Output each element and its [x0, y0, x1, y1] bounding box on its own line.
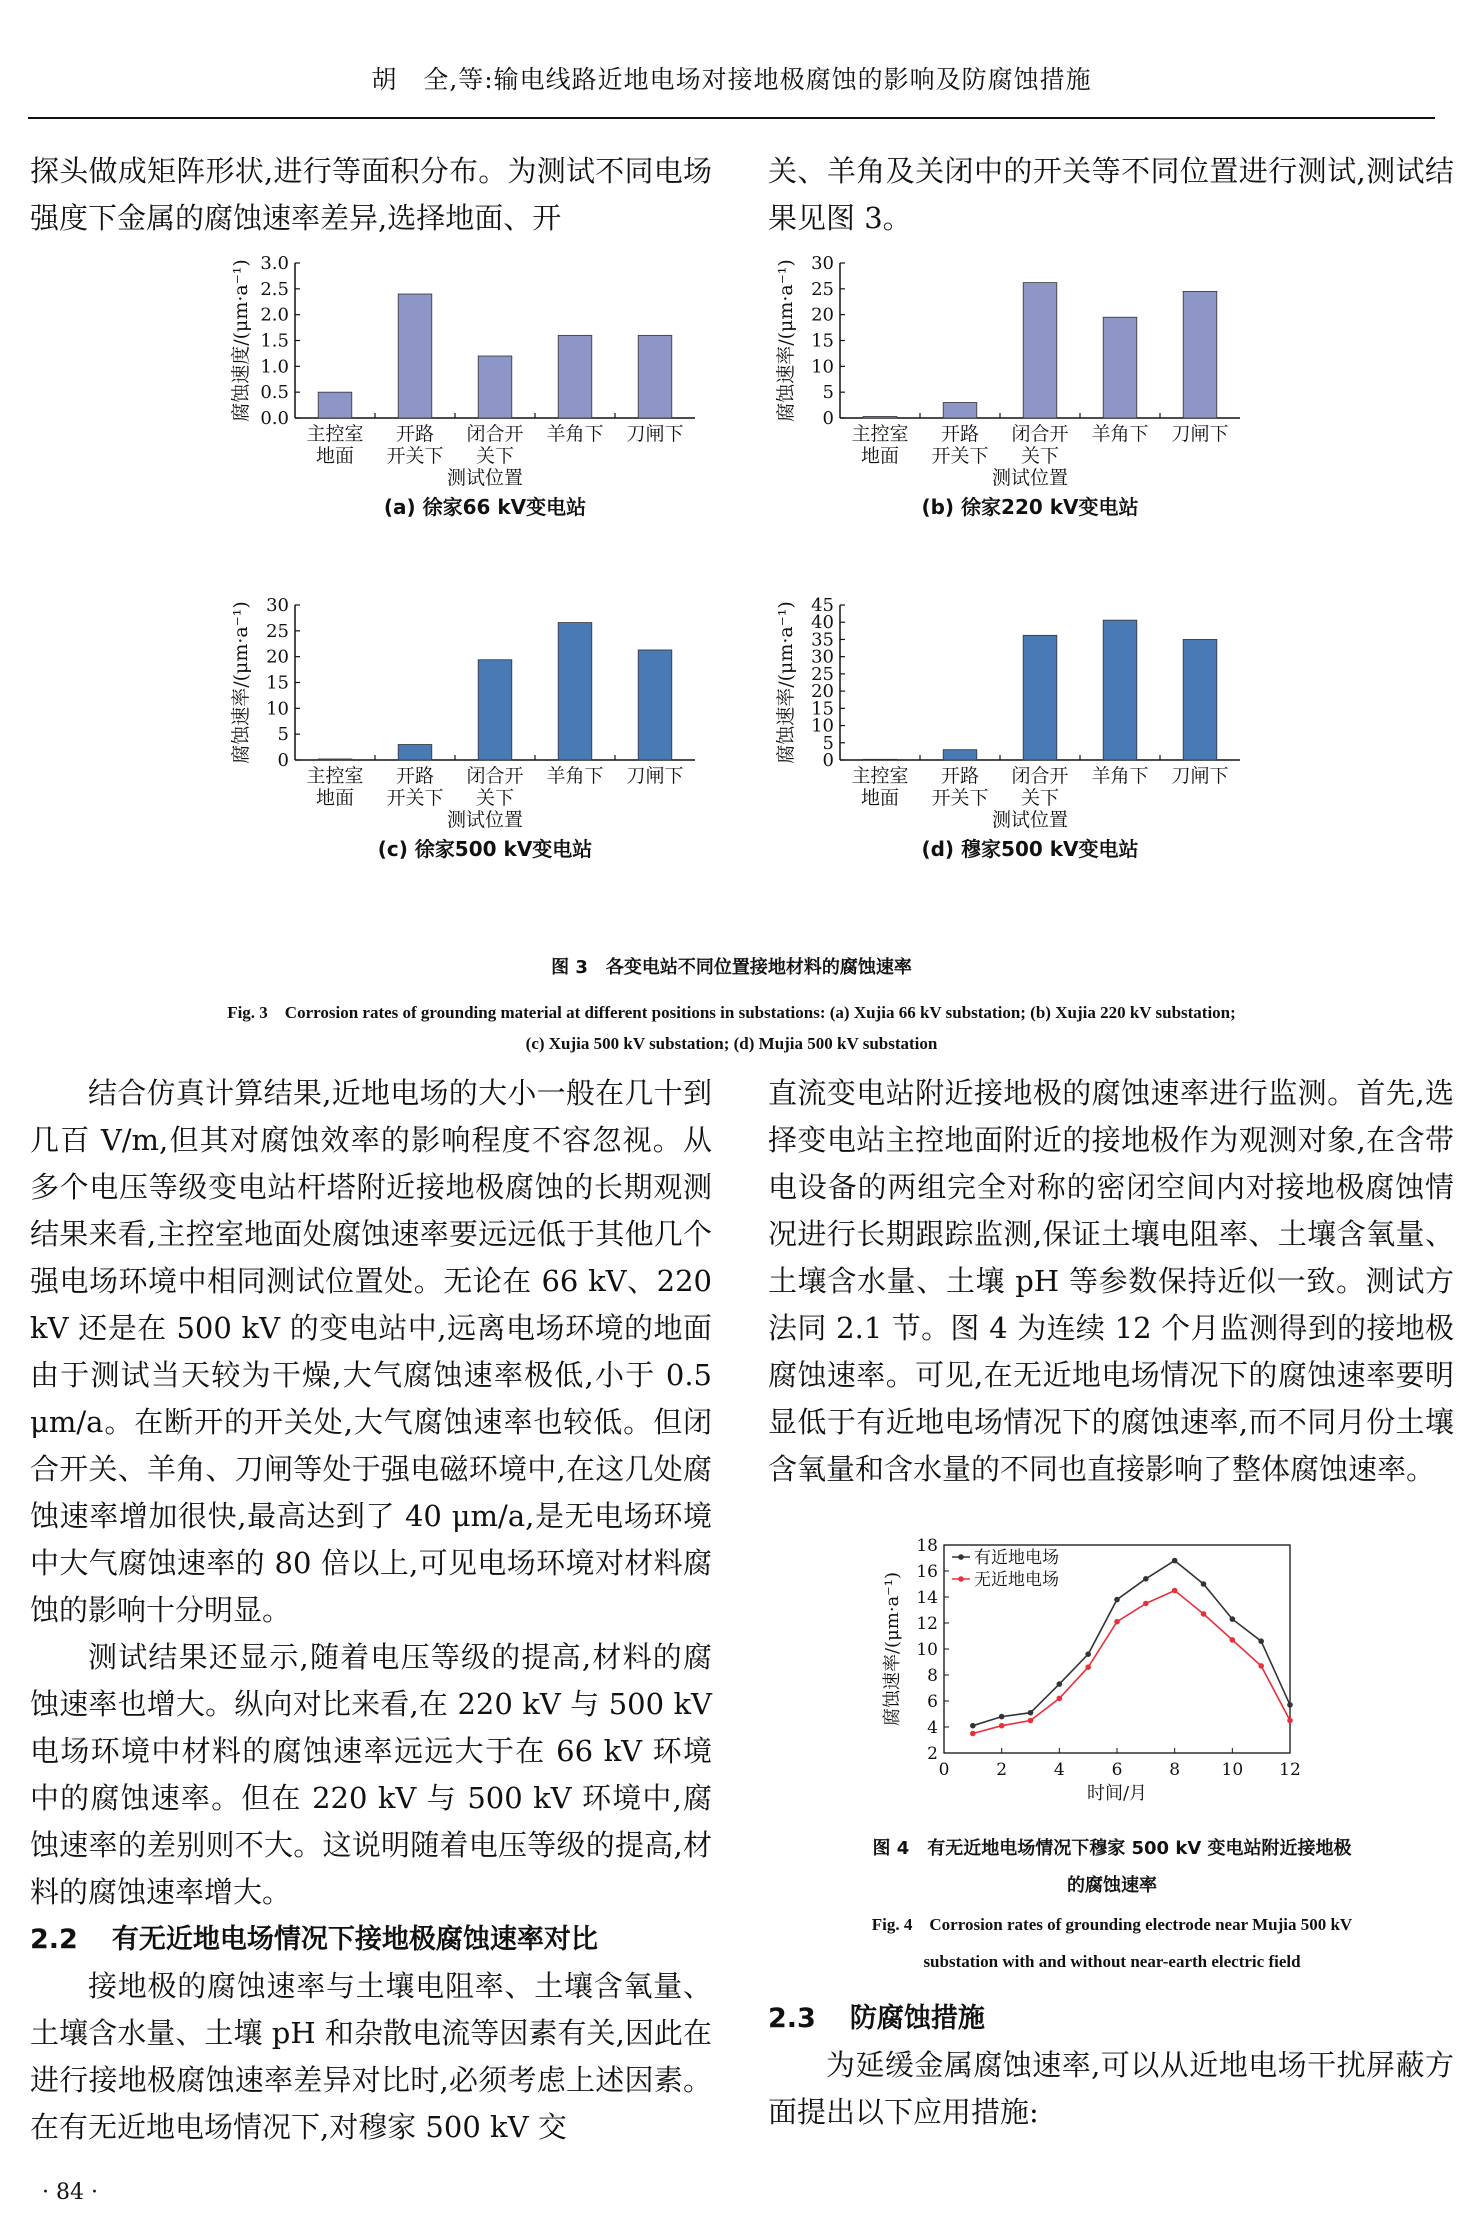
y-axis-label: 腐蚀速率/(μm·a⁻¹) [882, 1571, 903, 1727]
y-tick-label: 25 [811, 278, 834, 300]
x-tick-label: 刀闸下 [1171, 765, 1229, 787]
series-1-point [1028, 1710, 1034, 1716]
legend-marker [958, 1576, 964, 1582]
x-tick-label: 闭合开 [1011, 423, 1069, 445]
x-tick-label: 主控室 [306, 765, 364, 787]
subfigure-caption: (d) 穆家500 kV变电站 [921, 837, 1139, 861]
x-tick-label: 4 [1053, 1760, 1065, 1780]
bar-2 [943, 750, 977, 760]
series-1-point [1114, 1597, 1120, 1603]
x-tick-label: 开关下 [386, 445, 444, 467]
y-tick-label: 15 [811, 698, 834, 720]
bar-5 [638, 335, 672, 418]
top-left-text-block [30, 148, 712, 242]
series-2-point [999, 1723, 1005, 1729]
figure-4-caption-en-line2: substation with and without near-earth electric field [923, 1952, 1301, 1971]
series-line-2 [973, 1591, 1290, 1734]
figure-3c-bar-chart [225, 590, 725, 935]
y-tick-label: 40 [811, 612, 834, 634]
x-tick-label: 关下 [475, 445, 515, 467]
series-2-point [1172, 1588, 1178, 1594]
x-tick-label: 地面 [860, 787, 900, 809]
x-tick-label: 刀闸下 [626, 423, 684, 445]
x-tick-label: 8 [1169, 1760, 1181, 1780]
x-tick-label: 地面 [860, 445, 900, 467]
bar-3 [478, 356, 512, 418]
series-1-point [970, 1723, 976, 1729]
series-1-point [1287, 1702, 1293, 1708]
legend-label: 有近地电场 [974, 1548, 1059, 1568]
subfigure-caption: (b) 徐家220 kV变电站 [921, 495, 1139, 519]
y-tick-label: 0 [277, 750, 289, 771]
x-tick-label: 地面 [315, 445, 355, 467]
section-2-3-number: 2.3 [768, 2003, 816, 2034]
x-tick-label: 主控室 [851, 423, 909, 445]
subfigure-caption: (c) 徐家500 kV变电站 [377, 837, 593, 861]
bar-1 [318, 759, 352, 760]
bar-3 [1023, 635, 1057, 760]
figure-4-caption-cn-line2: 的腐蚀速率 [1067, 1875, 1157, 1896]
y-tick-label: 25 [266, 620, 289, 642]
y-tick-label: 45 [811, 595, 834, 616]
x-axis-label: 测试位置 [991, 809, 1069, 831]
x-tick-label: 主控室 [306, 423, 364, 445]
x-tick-label: 闭合开 [466, 765, 524, 787]
y-tick-label: 16 [916, 1562, 938, 1582]
y-tick-label: 1.5 [260, 330, 289, 352]
y-tick-label: 4 [927, 1718, 938, 1738]
y-tick-label: 18 [916, 1536, 938, 1556]
series-1-point [1085, 1651, 1091, 1657]
bar-4 [558, 623, 592, 760]
bar-5 [1183, 291, 1217, 418]
series-2-point [970, 1731, 976, 1737]
running-header: 胡 全,等:输电线路近地电场对接地极腐蚀的影响及防腐蚀措施 [371, 65, 1092, 94]
series-2-point [1057, 1696, 1063, 1702]
x-tick-label: 羊角下 [546, 765, 604, 787]
series-2-point [1287, 1718, 1293, 1724]
top-left-paragraph: 探头做成矩阵形状,进行等面积分布。为测试不同电场强度下金属的腐蚀速率差异,选择地面、开 [30, 154, 712, 235]
figure-4-caption-en [770, 1906, 1454, 1980]
y-tick-label: 30 [811, 253, 834, 274]
left-paragraph-3: 接地极的腐蚀速率与土壤电阻率、土壤含氧量、土壤含水量、土壤 pH 和杂散电流等因素有关,因此在进行接地极腐蚀速率差异对比时,必须考虑上述因素。在有无近地电场情况下,对穆家 500 kV 交 [30, 1969, 712, 2144]
left-paragraph-1: 结合仿真计算结果,近地电场的大小一般在几十到几百 V/m,但其对腐蚀效率的影响程度不容忽视。从多个电压等级变电站杆塔附近接地极腐蚀的长期观测结果来看,主控室地面处腐蚀速率要远远低于其他几个强电场环境中相同测试位置处。无论在 66 kV、220 kV 还是在 500 kV 的变电站中,远离电场环境的地面由于测试当天较为干燥,大气腐蚀速率极低,小于 0.5 μm/a。在断开的开关处,大气腐蚀速率也较低。但闭合开关、羊角、刀闸等处于强电磁环境中,在这几处腐蚀速率增加很快,最高达到了 40 μm/a,是无电场环境中大气腐蚀速率的 80 倍以上,可见电场环境对材料腐蚀的影响十分明显。 [30, 1076, 712, 1627]
section-2-2-number: 2.2 [30, 1924, 78, 1955]
x-tick-label: 12 [1279, 1760, 1301, 1780]
x-tick-label: 主控室 [851, 765, 909, 787]
bar-2 [398, 294, 432, 418]
y-tick-label: 2.5 [260, 278, 289, 300]
page-number: · 84 · [42, 2180, 98, 2205]
figure-4-line-chart [860, 1535, 1310, 1820]
y-tick-label: 10 [266, 698, 289, 720]
bar-5 [638, 650, 672, 760]
series-1-point [999, 1714, 1005, 1720]
series-2-point [1114, 1619, 1120, 1625]
right-column-body [768, 1070, 1454, 1493]
bar-2 [398, 745, 432, 761]
figure-3a-bar-chart [225, 248, 725, 588]
y-axis-label: 腐蚀速率/(μm·a⁻¹) [775, 601, 797, 764]
x-tick-label: 羊角下 [546, 423, 604, 445]
x-tick-label: 开路 [395, 423, 435, 445]
y-tick-label: 10 [811, 715, 834, 737]
legend-label: 无近地电场 [974, 1570, 1059, 1590]
series-1-point [1172, 1558, 1178, 1564]
y-tick-label: 20 [811, 304, 834, 326]
bar-1 [863, 759, 897, 760]
bar-4 [558, 335, 592, 418]
bar-3 [478, 660, 512, 760]
y-tick-label: 25 [811, 663, 834, 685]
bar-1 [863, 416, 897, 418]
legend-marker [958, 1554, 964, 1560]
figure-3b-bar-chart [770, 248, 1270, 588]
left-paragraph-2: 测试结果还显示,随着电压等级的提高,材料的腐蚀速率也增大。纵向对比来看,在 220 kV 与 500 kV 电场环境中材料的腐蚀速率远远大于在 66 kV 环境中的腐蚀速率。但在 220 kV 与 500 kV 环境中,腐蚀速率的差别则不大。这说明随着电压等级的提高,材料的腐蚀速率增大。 [30, 1640, 712, 1909]
x-tick-label: 开关下 [386, 787, 444, 809]
figure-3-caption-en-line1: Fig. 3 Corrosion rates of grounding material at different positions in substations: (a) Xujia 66 kV substation; (b) Xujia 220 kV substation; [227, 1003, 1236, 1022]
y-tick-label: 15 [811, 330, 834, 352]
figure-3-caption-en-line2: (c) Xujia 500 kV substation; (d) Mujia 500 kV substation [525, 1034, 938, 1053]
x-tick-label: 开路 [395, 765, 435, 787]
y-tick-label: 5 [822, 732, 834, 754]
series-1-point [1143, 1576, 1149, 1582]
y-axis-label: 腐蚀速率/(μm·a⁻¹) [775, 259, 797, 422]
right-column-section-2-3 [768, 1995, 1454, 2136]
x-tick-label: 开关下 [931, 787, 989, 809]
figure-3d-bar-chart [770, 590, 1270, 935]
y-axis-label: 腐蚀速度/(μm·a⁻¹) [230, 259, 252, 422]
y-tick-label: 30 [266, 595, 289, 616]
y-tick-label: 0 [822, 408, 834, 429]
series-1-point [1230, 1616, 1236, 1622]
right-paragraph-2: 为延缓金属腐蚀速率,可以从近地电场干扰屏蔽方面提出以下应用措施: [768, 2048, 1454, 2129]
y-tick-label: 14 [916, 1588, 938, 1608]
x-tick-label: 闭合开 [466, 423, 524, 445]
y-tick-label: 1.0 [260, 356, 289, 378]
x-tick-label: 关下 [475, 787, 515, 809]
x-tick-label: 闭合开 [1011, 765, 1069, 787]
series-2-point [1230, 1637, 1236, 1643]
y-tick-label: 5 [277, 724, 289, 746]
series-1-point [1258, 1638, 1264, 1644]
bar-1 [318, 392, 352, 418]
top-right-paragraph: 关、羊角及关闭中的开关等不同位置进行测试,测试结果见图 3。 [768, 154, 1454, 235]
y-tick-label: 30 [811, 646, 834, 668]
figure-4-caption-cn [770, 1830, 1454, 1904]
x-tick-label: 羊角下 [1091, 423, 1149, 445]
y-tick-label: 0.0 [260, 408, 289, 429]
series-1-point [1057, 1681, 1063, 1687]
bar-4 [1103, 620, 1137, 760]
left-column-body [30, 1070, 712, 2151]
x-tick-label: 关下 [1020, 445, 1060, 467]
header-rule [28, 117, 1435, 119]
x-tick-label: 开路 [940, 765, 980, 787]
x-axis-label: 测试位置 [446, 809, 524, 831]
y-tick-label: 15 [266, 672, 289, 694]
x-tick-label: 开路 [940, 423, 980, 445]
bar-5 [1183, 639, 1217, 760]
right-paragraph-1: 直流变电站附近接地极的腐蚀速率进行监测。首先,选择变电站主控地面附近的接地极作为观测对象,在含带电设备的两组完全对称的密闭空间内对接地极腐蚀情况进行长期跟踪监测,保证土壤电阻率、土壤含氧量、土壤含水量、土壤 pH 等参数保持近似一致。测试方法同 2.1 节。图 4 为连续 12 个月监测得到的接地极腐蚀速率。可见,在无近地电场情况下的腐蚀速率要明显低于有近地电场情况下的腐蚀速率,而不同月份土壤含氧量和含水量的不同也直接影响了整体腐蚀速率。 [768, 1076, 1454, 1486]
y-tick-label: 8 [927, 1666, 938, 1686]
series-2-point [1201, 1611, 1207, 1617]
figure-4-caption-cn-line1: 图 4 有无近地电场情况下穆家 500 kV 变电站附近接地极 [872, 1838, 1352, 1859]
series-2-point [1085, 1664, 1091, 1670]
bar-3 [1023, 283, 1057, 418]
y-axis-label: 腐蚀速率/(μm·a⁻¹) [230, 601, 252, 764]
y-tick-label: 12 [916, 1614, 938, 1634]
bar-2 [943, 403, 977, 419]
x-tick-label: 2 [996, 1760, 1008, 1780]
x-tick-label: 刀闸下 [626, 765, 684, 787]
x-axis-label: 测试位置 [991, 467, 1069, 489]
section-2-2-title: 有无近地电场情况下接地极腐蚀速率对比 [111, 1924, 598, 1955]
x-axis-label: 时间/月 [1086, 1783, 1148, 1804]
y-tick-label: 0.5 [260, 382, 289, 404]
y-tick-label: 6 [927, 1692, 938, 1712]
y-tick-label: 2.0 [260, 304, 289, 326]
x-tick-label: 10 [1221, 1760, 1244, 1780]
section-2-3-heading [768, 1995, 1454, 2042]
y-tick-label: 2 [927, 1744, 938, 1764]
x-tick-label: 刀闸下 [1171, 423, 1229, 445]
y-tick-label: 10 [811, 356, 834, 378]
y-tick-label: 20 [266, 646, 289, 668]
x-axis-label: 测试位置 [446, 467, 524, 489]
x-tick-label: 关下 [1020, 787, 1060, 809]
y-tick-label: 5 [822, 382, 834, 404]
y-tick-label: 20 [811, 681, 834, 703]
x-tick-label: 6 [1111, 1760, 1123, 1780]
y-tick-label: 3.0 [260, 253, 289, 274]
y-tick-label: 0 [822, 750, 834, 771]
series-2-point [1258, 1663, 1264, 1669]
x-tick-label: 羊角下 [1091, 765, 1149, 787]
y-tick-label: 10 [916, 1640, 938, 1660]
bar-4 [1103, 317, 1137, 418]
figure-3-caption-cn: 图 3 各变电站不同位置接地材料的腐蚀速率 [551, 957, 912, 978]
section-2-2-heading [30, 1916, 712, 1963]
y-tick-label: 35 [811, 629, 834, 651]
section-2-3-title: 防腐蚀措施 [849, 2003, 985, 2034]
figure-4-caption-en-line1: Fig. 4 Corrosion rates of grounding electrode near Mujia 500 kV [871, 1915, 1353, 1934]
figure-3-caption-en [36, 997, 1427, 1059]
series-2-point [1028, 1718, 1034, 1724]
x-tick-label: 地面 [315, 787, 355, 809]
top-right-text-block [768, 148, 1454, 242]
series-2-point [1143, 1601, 1149, 1607]
x-tick-label: 开关下 [931, 445, 989, 467]
series-1-point [1201, 1581, 1207, 1587]
x-tick-label: 0 [938, 1760, 950, 1780]
subfigure-caption: (a) 徐家66 kV变电站 [383, 495, 587, 519]
